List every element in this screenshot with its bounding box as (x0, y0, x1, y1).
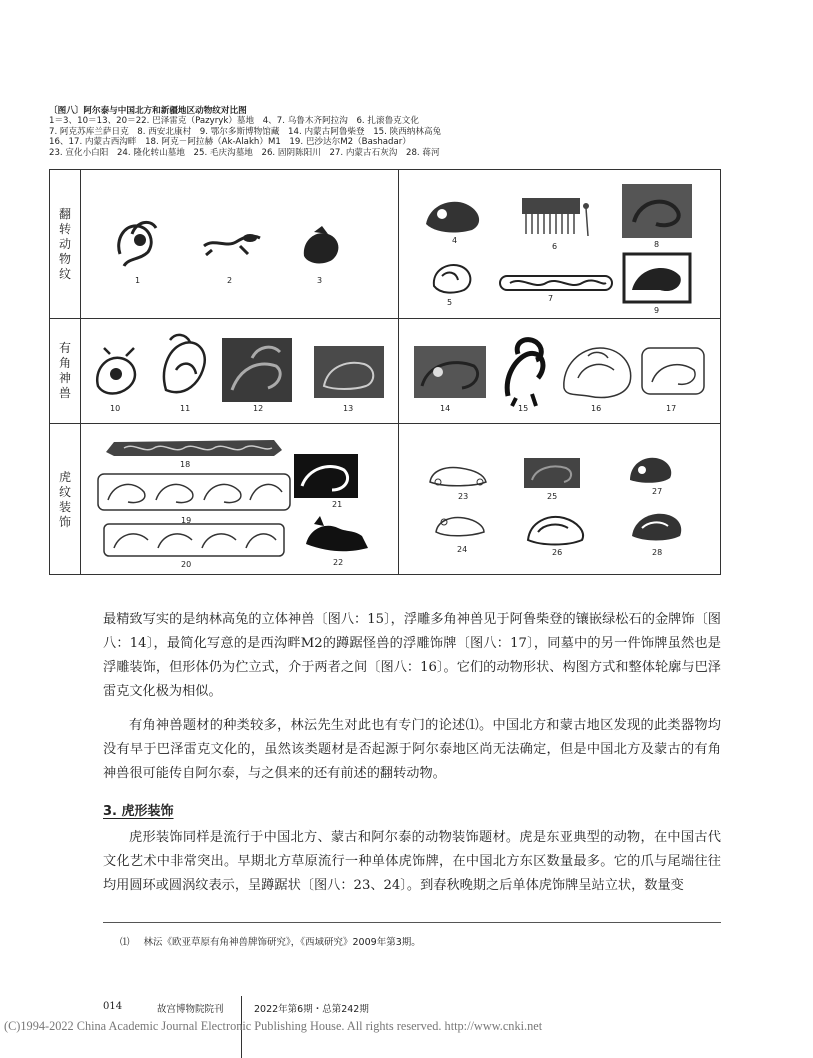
issue-info: 2022年第6期・总第242期 (254, 1004, 369, 1015)
artifact-number: 21 (332, 500, 343, 509)
artifact-2-image (200, 228, 264, 256)
artifact-number: 13 (343, 404, 354, 413)
artifact-1-image (110, 214, 160, 272)
artifact-28-image (628, 508, 686, 544)
artifact-number: 14 (440, 404, 451, 413)
artifact-number: 8 (654, 240, 660, 249)
artifact-7-image (498, 274, 614, 292)
artifact-22-image (302, 514, 372, 554)
journal-name: 故宫博物院院刊 (157, 1004, 224, 1015)
artifact-number: 22 (333, 558, 344, 567)
copyright-watermark: (C)1994-2022 China Academic Journal Electronic Publishing House. All rights reserved. http://www.cnki.net (4, 1019, 543, 1033)
artifact-26-image (524, 510, 588, 548)
artifact-number: 3 (317, 276, 323, 285)
artifact-number: 7 (548, 294, 554, 303)
artifact-5-image (428, 258, 478, 296)
caption-title: 〔图八〕阿尔泰与中国北方和新疆地区动物纹对比图 (49, 106, 247, 116)
artifact-9-image (622, 252, 692, 304)
artifact-number: 28 (652, 548, 663, 557)
footnote (120, 934, 421, 948)
page-number: 014 (103, 1001, 123, 1012)
artifact-24-image (432, 512, 488, 540)
row-label-horned-beast: 有 角 神 兽 (58, 340, 71, 400)
artifact-8-image (620, 182, 694, 240)
artifact-number: 20 (181, 560, 192, 569)
caption-line: 23. 宣化小白阳 24. 隆化转山墓地 25. 毛庆沟墓地 26. 固阴陈阳川 27. 内蒙古石灰沟 28. 蒋河 (49, 147, 440, 158)
artifact-27-image (626, 452, 676, 486)
footnote-text: 林沄《欧亚草原有角神兽牌饰研究》，《西域研究》2009年第3期。 (143, 937, 421, 948)
artifact-number: 26 (552, 548, 563, 557)
artifact-16-image (558, 338, 638, 402)
artifact-number: 12 (253, 404, 264, 413)
artifact-14-image (414, 346, 486, 398)
artifact-number: 5 (447, 298, 453, 307)
row-divider (50, 423, 720, 424)
paragraph-1: 最精致写实的是纳林高兔的立体神兽〔图八：15〕，浮雕多角神兽见于阿鲁柴登的镶嵌绿松石的金牌饰〔图八：14〕，最简化写意的是西沟畔M2的蹲踞怪兽的浮雕饰牌〔图八：17〕，同墓中的另一件饰牌虽然也是浮雕装饰，但形体仍为伫立式，介于两者之间〔图八：16〕。它们的动物形状、构图方式和整体轮廓与巴泽雷克文化极为相似。 (103, 612, 721, 699)
figure-caption (49, 106, 739, 158)
artifact-number: 10 (110, 404, 121, 413)
artifact-number: 24 (457, 545, 468, 554)
artifact-number: 27 (652, 487, 663, 496)
paragraph-2: 有角神兽题材的种类较多，林沄先生对此也有专门的论述⑴。中国北方和蒙古地区发现的此类器物均没有早于巴泽雷克文化的，虽然该类题材是否起源于阿尔泰地区尚无法确定，但是中国北方及蒙古的有角神兽很可能传自阿尔泰，与之俱来的还有前述的翻转动物。 (103, 718, 721, 781)
artifact-number: 4 (452, 236, 458, 245)
artifact-4-image (422, 194, 486, 234)
artifact-18-image (104, 438, 284, 458)
artifact-20-image (102, 522, 286, 558)
artifact-19-image (94, 470, 294, 514)
artifact-number: 11 (180, 404, 191, 413)
artifact-number: 1 (135, 276, 141, 285)
paragraph-3: 虎形装饰同样是流行于中国北方、蒙古和阿尔泰的动物装饰题材。虎是东亚典型的动物，在中国古代文化艺术中非常突出。早期北方草原流行一种单体虎饰牌，在中国北方东区数量最多。它的爪与尾端往往均用圆环或圆涡纹表示，呈蹲踞状〔图八：23、24〕。到春秋晚期之后单体虎饰牌呈站立状，数量变 (103, 830, 721, 893)
artifact-17-image (640, 346, 706, 396)
artifact-number: 2 (227, 276, 233, 285)
artifact-number: 17 (666, 404, 677, 413)
artifact-number: 23 (458, 492, 469, 501)
artifact-number: 25 (547, 492, 558, 501)
caption-line: 1＝3、10＝13、20＝22. 巴泽雷克（Pazyryk）墓地 4、7. 乌鲁木齐阿拉沟 6. 扎滚鲁克文化 (49, 116, 419, 127)
artifact-6-image (520, 194, 590, 238)
artifact-3-image (298, 226, 344, 266)
artifact-13-image (314, 346, 384, 398)
region-divider (398, 170, 399, 574)
artifact-11-image (156, 330, 212, 406)
artifact-number: 15 (518, 404, 529, 413)
artifact-number: 9 (654, 306, 660, 315)
label-column-divider (80, 170, 81, 574)
artifact-number: 18 (180, 460, 191, 469)
artifact-23-image (426, 460, 490, 490)
figure-plate (49, 169, 721, 575)
artifact-12-image (222, 338, 292, 402)
artifact-number: 16 (591, 404, 602, 413)
row-label-tiger-decoration: 虎 纹 装 饰 (58, 469, 71, 529)
row-divider (50, 318, 720, 319)
artifact-15-image (496, 336, 552, 408)
section-heading: 3. 虎形装饰 (103, 804, 174, 819)
row-label-flipped-animal: 翻 转 动 物 纹 (58, 206, 71, 281)
artifact-21-image (294, 454, 358, 498)
footnote-mark: ⑴ (120, 937, 130, 948)
artifact-number: 19 (181, 516, 192, 525)
artifact-25-image (524, 458, 580, 488)
caption-line: 16、17. 内蒙古西沟畔 18. 阿克－阿拉赫（Ak-Alakh）M1 19. 巴沙达尔M2（Bashadar） (49, 137, 411, 148)
caption-line: 7. 阿克苏库兰萨日克 8. 西安北康村 9. 鄂尔多斯博物馆藏 14. 内蒙古阿鲁柴登 15. 陕西纳林高兔 (49, 126, 442, 137)
artifact-10-image (90, 346, 146, 402)
artifact-number: 6 (552, 242, 558, 251)
footnote-rule (103, 922, 721, 923)
